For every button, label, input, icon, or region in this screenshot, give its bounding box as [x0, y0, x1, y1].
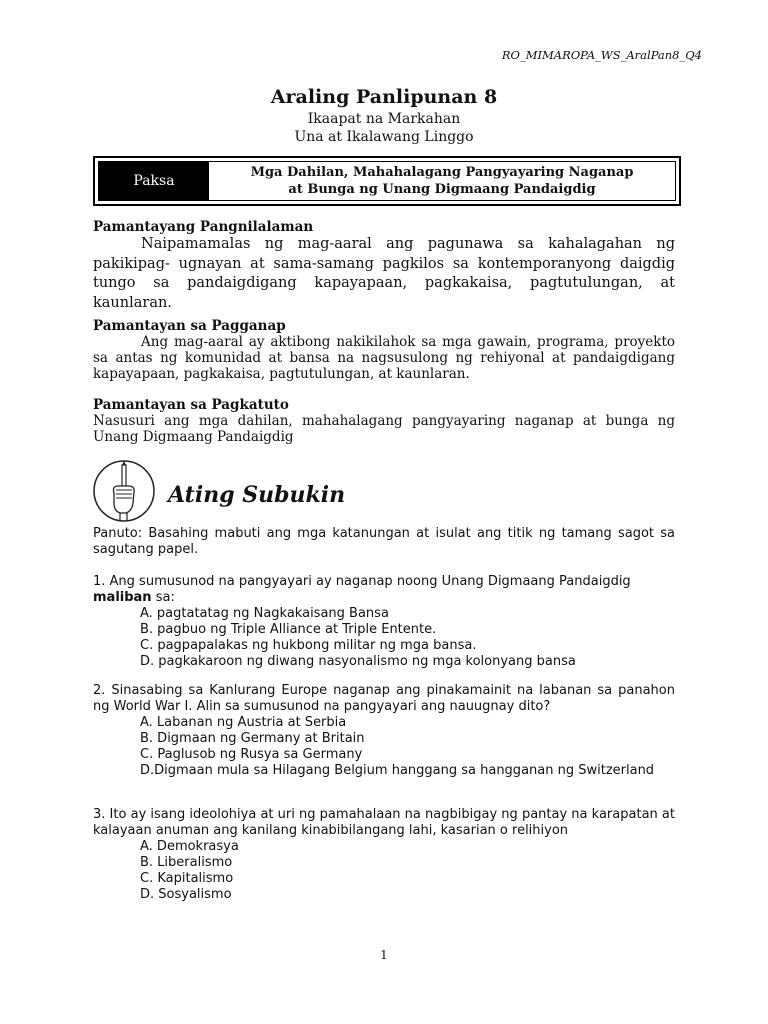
- activity-title: Ating Subukin: [168, 482, 346, 508]
- weeks-subtitle: Una at Ikalawang Linggo: [294, 129, 474, 145]
- page-title: Araling Panlipunan 8: [270, 86, 498, 108]
- instructions: Panuto: Basahing mabuti ang mga katanungan at isulat ang titik ng tamang sagot sa sagutang papel.: [93, 526, 675, 557]
- performance-standard-heading: Pamantayan sa Pagganap: [93, 318, 286, 334]
- question-3-stem: 3. Ito ay isang ideolohiya at uri ng pamahalaan na nagbibigay ng pantay na karapatan at kalayaan anuman ang kanilang kinabibilangang lahi, kasarian o relihiyon: [93, 807, 675, 838]
- question-1-option-b: B. pagbuo ng Triple Alliance at Triple Entente.: [140, 622, 437, 637]
- question-1-stem: 1. Ang sumusunod na pangyayari ay naganap noong Unang Digmaang Pandaigdig maliban sa:: [93, 574, 631, 605]
- question-2-stem: 2. Sinasabing sa Kanlurang Europe naganap ang pinakamainit na labanan sa panahon ng World War I. Alin sa sumusunod na pangyayari ang nauugnay dito?: [93, 683, 675, 714]
- learning-competency-heading: Pamantayan sa Pagkatuto: [93, 397, 289, 413]
- content-standard-heading: Pamantayang Pangnilalaman: [93, 219, 314, 235]
- topic-label: Paksa: [99, 162, 209, 200]
- question-2-option-a: A. Labanan ng Austria at Serbia: [140, 715, 347, 730]
- learning-competency-section: [93, 397, 675, 445]
- content-standard-body: Naipamamalas ng mag-aaral ang pagunawa sa kahalagahan ng pakikipag- ugnayan at sama-samang pagkilos sa kontemporanyong daigdig tungo sa pandaigdigang kapayapaan, pagkakaisa, pagtutulungan, at kaunlaran.: [93, 236, 675, 311]
- question-3: [93, 807, 675, 903]
- hand-holding-pencil-icon: [92, 459, 156, 523]
- question-2-option-b: B. Digmaan ng Germany at Britain: [140, 731, 365, 746]
- question-3-option-d: D. Sosyalismo: [140, 887, 232, 902]
- topic-text: Mga Dahilan, Mahahalagang Pangyayaring Naganap at Bunga ng Unang Digmaang Pandaigdig: [250, 165, 634, 197]
- performance-standard-section: [93, 318, 675, 382]
- question-1: [93, 574, 675, 670]
- learning-competency-body: Nasusuri ang mga dahilan, mahahalagang pangyayaring naganap at bunga ng Unang Digmaang Pandaigdig: [93, 413, 675, 445]
- question-3-option-c: C. Kapitalismo: [140, 871, 234, 886]
- topic-box: [93, 156, 681, 206]
- question-1-option-d: D. pagkakaroon ng diwang nasyonalismo ng mga kolonyang bansa: [140, 654, 576, 669]
- quarter-subtitle: Ikaapat na Markahan: [307, 111, 461, 127]
- document-code: RO_MIMAROPA_WS_AralPan8_Q4: [501, 48, 702, 62]
- question-2-option-d: D.Digmaan mula sa Hilagang Belgium hanggang sa hangganan ng Switzerland: [140, 763, 655, 778]
- question-1-option-c: C. pagpapalakas ng hukbong militar ng mga bansa.: [140, 638, 477, 653]
- content-standard-section: [93, 219, 675, 313]
- question-2-option-c: C. Paglusob ng Rusya sa Germany: [140, 747, 363, 762]
- performance-standard-body: Ang mag-aaral ay aktibong nakikilahok sa mga gawain, programa, proyekto sa antas ng komunidad at bansa na nagsusulong ng rehiyonal at pandaigdigang kapayapaan, pagkakaisa, pagtutulungan, at kaunlaran.: [93, 334, 675, 382]
- question-2: [93, 683, 675, 779]
- question-3-option-b: B. Liberalismo: [140, 855, 233, 870]
- page-number: 1: [380, 948, 388, 962]
- question-1-option-a: A. pagtatatag ng Nagkakaisang Bansa: [140, 606, 389, 621]
- question-3-option-a: A. Demokrasya: [140, 839, 239, 854]
